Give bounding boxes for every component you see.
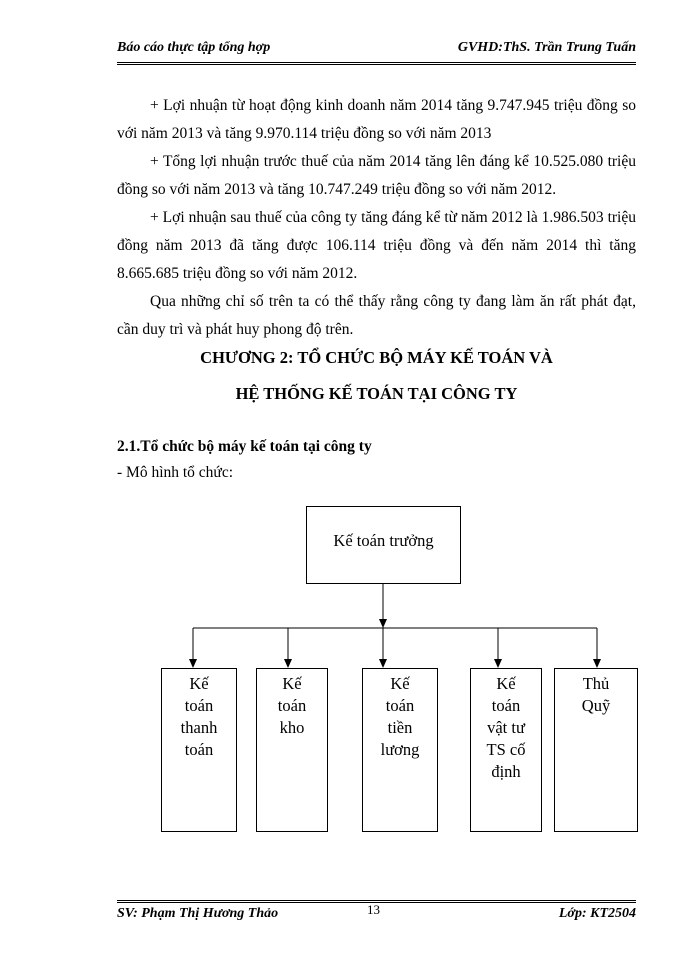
arrowhead-child-3: [379, 659, 387, 668]
org-box-line: Thủ: [582, 674, 610, 693]
org-box-line: toán: [184, 696, 214, 715]
org-box-line: toán: [277, 696, 307, 715]
org-box-chief-accountant-label: Kế toán trưởng: [333, 531, 434, 550]
paragraph-aftertax-profit: + Lợi nhuận sau thuế của công ty tăng đáng kể từ năm 2012 là 1.986.503 triệu đồng năm 2013 đã tăng được 106.114 triệu đồng và đến năm 2014 thì tăng 8.665.685 triệu đồng so với năm 2012.: [117, 209, 636, 282]
arrowhead-child-2: [284, 659, 292, 668]
org-box-line: lương: [380, 740, 420, 759]
paragraph-conclusion: Qua những chỉ số trên ta có thể thấy rằng công ty đang làm ăn rất phát đạt, cần duy trì và phát huy phong độ trên.: [117, 293, 636, 338]
header-report-title: Báo cáo thực tập tổng hợp: [117, 40, 271, 55]
arrowhead-child-5: [593, 659, 601, 668]
subsection-label: - Mô hình tổ chức:: [117, 464, 234, 481]
org-box-line: Kế: [496, 674, 516, 693]
org-box-payroll-accountant: [362, 668, 438, 832]
org-box-line: định: [491, 762, 521, 781]
org-box-line: Kế: [189, 674, 209, 693]
footer-student-name: SV: Phạm Thị Hương Thảo: [117, 906, 279, 921]
chapter-title-line-2: HỆ THỐNG KẾ TOÁN TẠI CÔNG TY: [235, 384, 518, 403]
footer-class: Lớp: KT2504: [558, 906, 636, 921]
arrowhead-child-4: [494, 659, 502, 668]
org-box-line: TS cố: [486, 740, 526, 759]
org-box-line: Kế: [282, 674, 302, 693]
arrowhead-child-1: [189, 659, 197, 668]
arrowhead-root: [379, 619, 387, 628]
footer-page-number: 13: [367, 902, 380, 917]
paragraph-operating-profit: + Lợi nhuận từ hoạt động kinh doanh năm 2014 tăng 9.747.945 triệu đồng so với năm 2013 và tăng 9.970.114 triệu đồng so với năm 2013: [117, 97, 636, 142]
chapter-title-line-1: CHƯƠNG 2: TỔ CHỨC BỘ MÁY KẾ TOÁN VÀ: [200, 348, 553, 367]
org-box-line: Quỹ: [581, 696, 611, 715]
org-box-line: kho: [279, 718, 305, 737]
paragraph-pretax-profit: + Tổng lợi nhuận trước thuế của năm 2014 tăng lên đáng kể 10.525.080 triệu đồng so với năm 2013 và tăng 10.747.249 triệu đồng so với năm 2012.: [117, 153, 636, 198]
org-box-line: toán: [385, 696, 415, 715]
org-box-line: toán: [184, 740, 214, 759]
section-title: 2.1.Tổ chức bộ máy kế toán tại công ty: [117, 438, 372, 455]
org-box-materials-assets-accountant: [470, 668, 542, 832]
org-box-warehouse-accountant: [256, 668, 328, 832]
org-box-line: Kế: [390, 674, 410, 693]
org-box-line: vật tư: [487, 718, 525, 737]
org-box-payment-accountant: [161, 668, 237, 832]
org-box-line: toán: [491, 696, 521, 715]
org-box-line: tiền: [387, 718, 413, 737]
org-box-cashier: [554, 668, 638, 832]
header-supervisor: GVHD:ThS. Trần Trung Tuấn: [457, 40, 636, 55]
org-box-chief-accountant: [306, 506, 461, 584]
org-box-line: thanh: [180, 718, 218, 737]
